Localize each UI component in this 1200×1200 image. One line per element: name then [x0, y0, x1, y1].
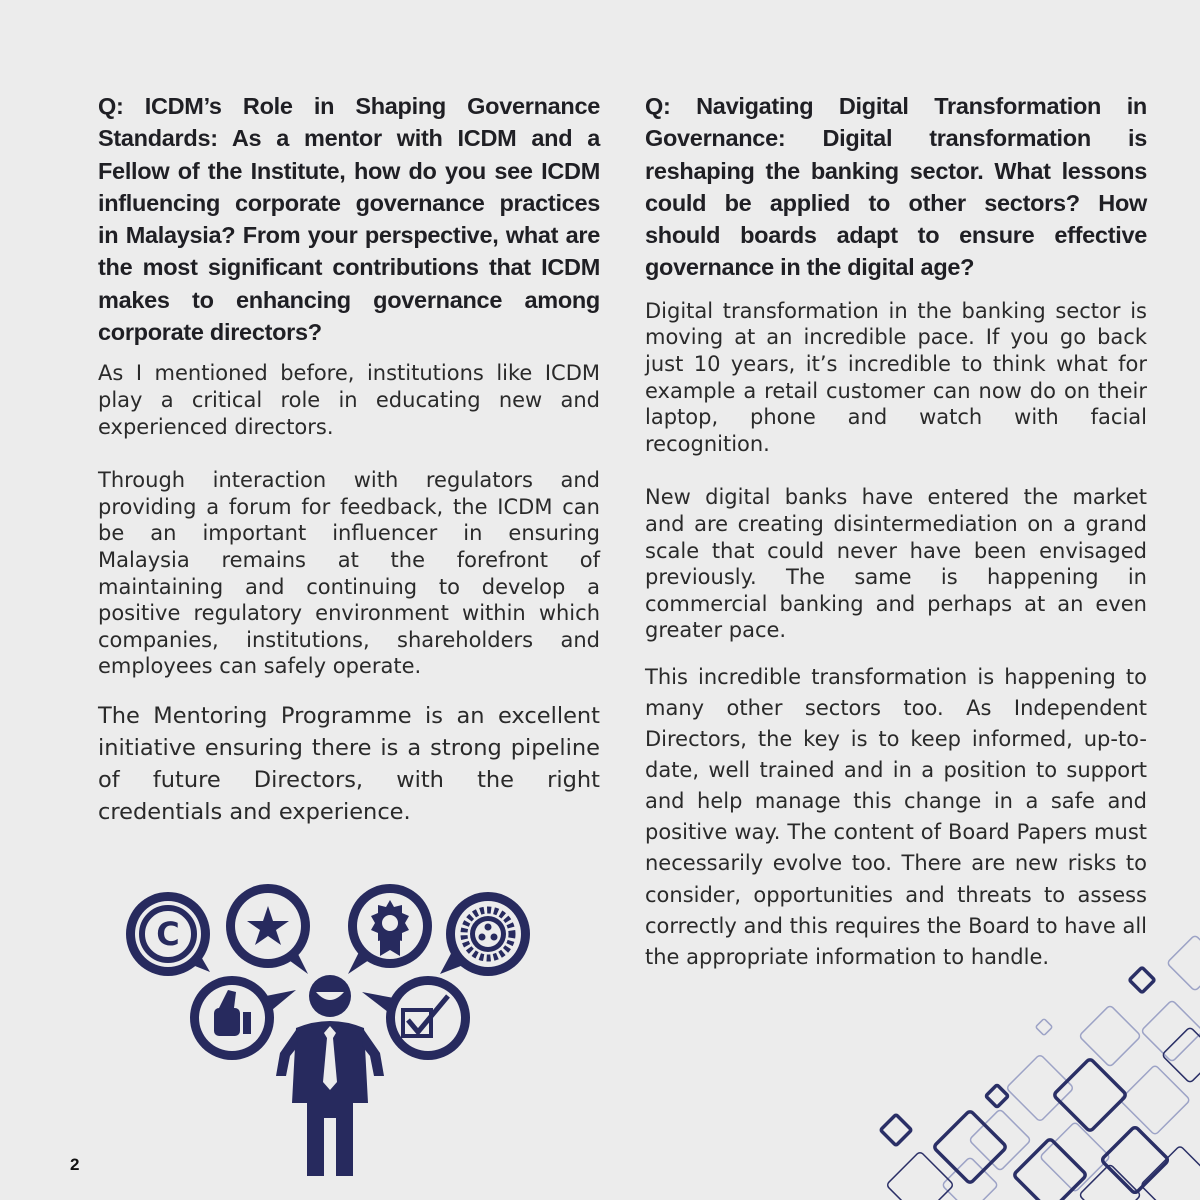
- decorative-diamond-pattern: [860, 935, 1200, 1200]
- left-paragraph-1: As I mentioned before, institutions like ICDM play a critical role in educating new and experienced directors.: [98, 361, 600, 439]
- star-icon: [226, 884, 310, 974]
- right-paragraph-2: New digital banks have entered the market and are creating disintermediation on a grand scale that could never have been envisaged previously. The same is happening in commercial banking and perhaps at an even greater pace.: [645, 485, 1147, 643]
- left-paragraph-2: Through interaction with regulators and providing a forum for feedback, the ICDM can be an important influencer in ensuring Malaysia remains at the forefront of maintaining and continuing to develop a positive regulatory environment within which companies, institutions, shareholders and employees can safely operate.: [98, 468, 600, 679]
- checkbox-icon: [362, 976, 470, 1060]
- businessman-icon: [276, 975, 384, 1176]
- left-question-heading: Q: ICDM’s Role in Shaping Governance Standards: As a mentor with ICDM and a Fellow of the Institute, how do you see ICDM influencing corporate governance practices in Malaysia? From your perspective, what are the most significant contributions that ICDM makes to enhancing governance among corporate directors?: [98, 93, 600, 346]
- copyright-icon: [126, 892, 210, 976]
- award-badge-icon: [348, 884, 432, 974]
- thumbs-up-icon: [190, 976, 296, 1060]
- right-paragraph-1: Digital transformation in the banking sector is moving at an incredible pace. If you go back just 10 years, it’s incredible to think what for example a retail customer can now do on their laptop, phone and watch with facial recognition.: [645, 298, 1147, 456]
- gear-icon: [440, 892, 530, 976]
- right-question-heading: Q: Navigating Digital Transformation in Governance: Digital transformation is reshaping the banking sector. What lessons could be applied to other sectors? How should boards adapt to ensure effective governance in the digital age?: [645, 93, 1147, 281]
- copyright-symbol: C: [156, 915, 180, 953]
- left-column: [98, 90, 600, 828]
- page-number: 2: [70, 1155, 80, 1174]
- right-paragraph-3: This incredible transformation is happening to many other sectors too. As Independent Directors, the key is to keep informed, up-to-date, well trained and in a position to support and help manage this change in a safe and positive way. The content of Board Papers must necessarily evolve too. There are new risks to consider, opportunities and threats to assess correctly and this requires the Board to have all the appropriate information to handle.: [645, 664, 1147, 969]
- illustration: [110, 878, 550, 1178]
- left-paragraph-3: The Mentoring Programme is an excellent initiative ensuring there is a strong pipeline of future Directors, with the right credentials and experience.: [98, 702, 600, 825]
- right-column: [645, 90, 1147, 973]
